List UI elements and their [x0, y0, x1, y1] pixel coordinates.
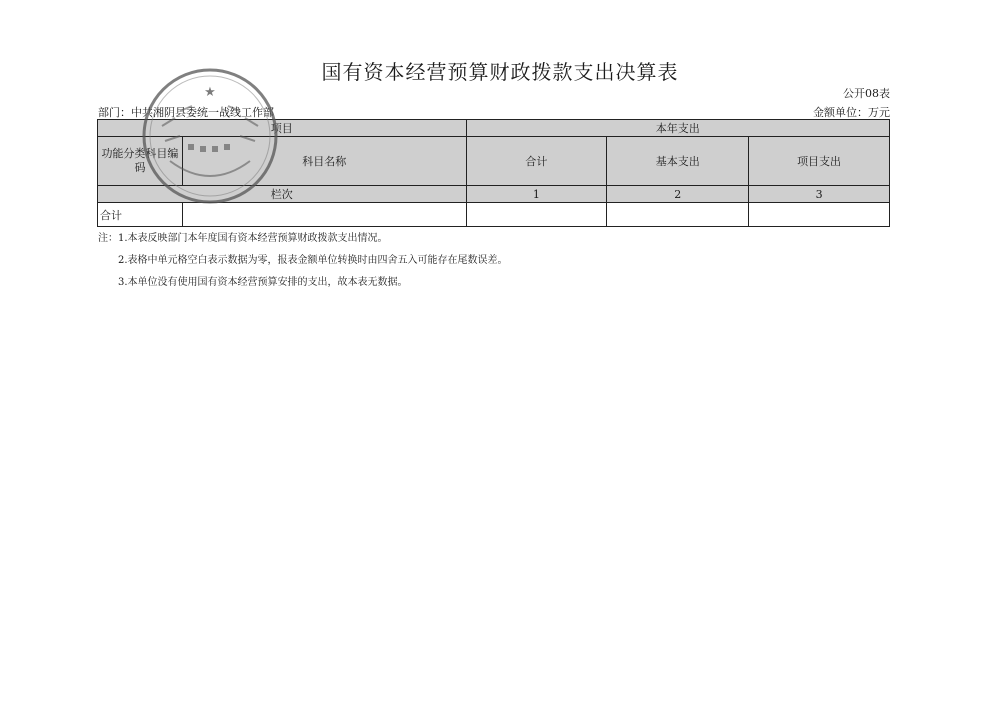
header-total: 合计 [466, 137, 607, 186]
document-title: 国有资本经营预算财政拨款支出决算表 [321, 60, 679, 84]
svg-text:★: ★ [204, 85, 216, 100]
amount-unit-label: 金额单位：万元 [813, 106, 890, 119]
total-row-total [466, 203, 607, 227]
header-function-code: 功能分类科目编码 [98, 137, 183, 186]
budget-table [97, 119, 890, 227]
total-row-project [749, 203, 890, 227]
header-project: 项目 [98, 120, 467, 137]
total-row-label: 合计 [98, 203, 183, 227]
note-3: 3.本单位没有使用国有资本经营预算安排的支出，故本表无数据。 [118, 277, 408, 288]
header-subject-name: 科目名称 [182, 137, 466, 186]
header-basic-expenditure: 基本支出 [607, 137, 749, 186]
note-1: 注：1.本表反映部门本年度国有资本经营预算财政拨款支出情况。 [98, 233, 388, 244]
department-label: 部门：中共湘阴县委统一战线工作部 [98, 106, 274, 119]
sequence-1: 1 [466, 186, 607, 203]
sequence-2: 2 [607, 186, 749, 203]
total-row-subject [182, 203, 466, 227]
header-current-year: 本年支出 [466, 120, 889, 137]
total-row-basic [607, 203, 749, 227]
notes [98, 228, 508, 294]
row-sequence-label: 栏次 [98, 186, 467, 203]
sequence-3: 3 [749, 186, 890, 203]
form-number: 公开08表 [843, 87, 890, 100]
header-project-expenditure: 项目支出 [749, 137, 890, 186]
note-2: 2.表格中单元格空白表示数据为零，报表金额单位转换时由四舍五入可能存在尾数误差。 [118, 255, 508, 266]
